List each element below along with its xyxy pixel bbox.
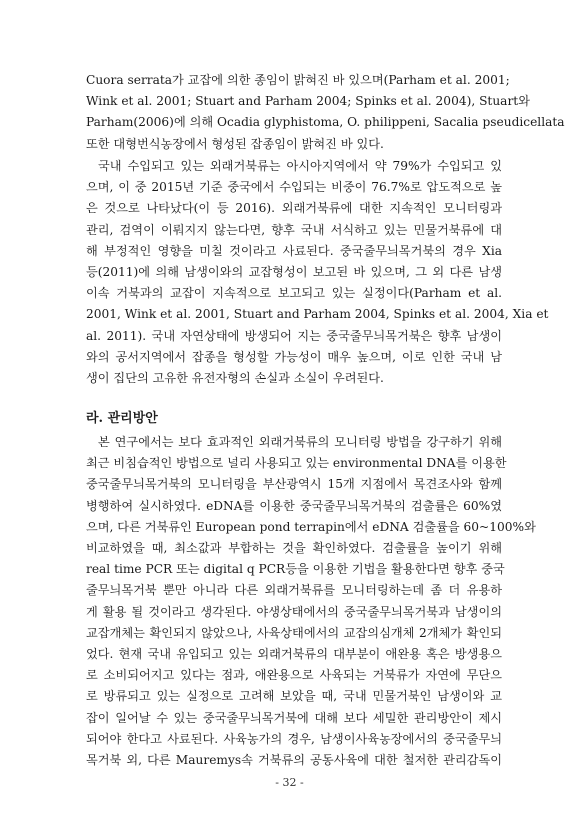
paragraph3-line-12: 로 소비되어지고 있다는 점과, 애완용으로 사육되는 거북류가 자연에 무단으 [86, 668, 502, 683]
paragraph1-line-1: Cuora serrata가 교잡에 의한 종임이 밝혀진 바 있으며(Parham et al. 2001; [86, 73, 510, 87]
paragraph2-line-9: al. 2011). 국내 자연상태에 방생되어 지는 중국줄무늬목거북은 향후 남생이 [86, 328, 502, 343]
paragraph2-line-6: 등(2011)에 의해 남생이와의 교잡형성이 보고된 바 있으며, 그 외 다른 남생 [86, 265, 502, 279]
paragraph3-line-2: 최근 비침습적인 방법으로 널리 사용되고 있는 environmental DNA를 이용한 [86, 456, 507, 471]
paragraph1-line-4: 또한 대형번식농장에서 형성된 잡종임이 밝혀진 바 있다. [86, 136, 384, 151]
paragraph2-line-5: 해 부정적인 영향을 미칠 것이라고 사료된다. 중국줄무늬목거북의 경우 Xia [86, 243, 502, 258]
paragraph2-line-2: 으며, 이 중 2015년 기준 중국에서 수입되는 비중이 76.7%로 압도적으로 높 [86, 180, 502, 195]
paragraph3-line-16: 목거북 외, 다른 Mauremys속 거북류의 공동사육에 대한 철저한 관리감독이 [86, 753, 502, 767]
paragraph3-line-13: 로 방류되고 있는 실정으로 고려해 보았을 때, 국내 민물거북인 남생이와 교 [86, 689, 502, 704]
paragraph2-line-8: 2001, Wink et al. 2001, Stuart and Parham 2004, Spinks et al. 2004, Xia et [86, 307, 549, 322]
paragraph2-line-1: 국내 수입되고 있는 외래거북류는 아시아지역에서 약 79%가 수입되고 있 [98, 159, 502, 173]
paragraph3-line-4: 병행하여 실시하였다. eDNA를 이용한 중국줄무늬목거북의 검출률은 60%였 [86, 498, 502, 513]
section-heading: 라. 관리방안 [86, 411, 158, 426]
paragraph3-line-5: 으며, 다른 거북류인 European pond terrapin에서 eDNA 검출률을 60~100%와 [86, 519, 536, 534]
paragraph1-line-3: Parham(2006)에 의해 Ocadia glyphistoma, O. philippeni, Sacalia pseudicellata [86, 115, 565, 130]
paragraph3-line-3: 중국줄무늬목거북의 모니터링을 부산광역시 15개 지점에서 목견조사와 함께 [86, 477, 502, 492]
paragraph2-line-3: 은 것으로 나타났다(이 등 2016). 외래거북류에 대한 지속적인 모니터링과 [86, 201, 502, 216]
paragraph3-line-9: 게 활용 될 것이라고 생각된다. 야생상태에서의 중국줄무늬목거북과 남생이의 [86, 604, 502, 619]
paragraph2-line-11: 생이 집단의 고유한 유전자형의 손실과 소실이 우려된다. [86, 371, 384, 385]
paragraph2-line-10: 와의 공서지역에서 잡종을 형성할 가능성이 매우 높으며, 이로 인한 국내 남 [86, 349, 502, 364]
paragraph3-line-8: 줄무늬목거북 뿐만 아니라 다른 외래거북류를 모니터링하는데 좀 더 유용하 [86, 583, 502, 598]
paragraph3-line-7: real time PCR 또는 digital q PCR등을 이용한 기법을 활용한다면 향후 중국 [86, 562, 505, 577]
paragraph3-line-10: 교잡개체는 확인되지 않았으나, 사육상태에서의 교잡의심개체 2개체가 확인되 [86, 625, 502, 640]
paragraph1-line-2: Wink et al. 2001; Stuart and Parham 2004; Spinks et al. 2004), Stuart와 [86, 94, 530, 109]
paragraph3-line-1: 본 연구에서는 보다 효과적인 외래거북류의 모니터링 방법을 강구하기 위해 [98, 435, 502, 449]
paragraph3-line-14: 잡이 일어날 수 있는 중국줄무늬목거북에 대해 보다 세밀한 관리방안이 제시 [86, 710, 502, 725]
paragraph2-line-4: 관리, 검역이 이뤄지지 않는다면, 향후 국내 서식하고 있는 민물거북류에 대 [86, 222, 502, 237]
paragraph2-line-7: 이속 거북과의 교잡이 지속적으로 보고되고 있는 실정이다(Parham et al. [86, 286, 502, 301]
paragraph3-line-11: 었다. 현재 국내 유입되고 있는 외래거북류의 대부분이 애완용 혹은 방생용으 [86, 647, 502, 661]
page-number: - 32 - [275, 776, 304, 789]
paragraph3-line-6: 비교하였을 때, 최소값과 부합하는 것을 확인하였다. 검출률을 높이기 위해 [86, 541, 502, 555]
paragraph3-line-15: 되어야 한다고 사료된다. 사육농가의 경우, 남생이사육농장에서의 중국줄무늬 [86, 731, 502, 746]
